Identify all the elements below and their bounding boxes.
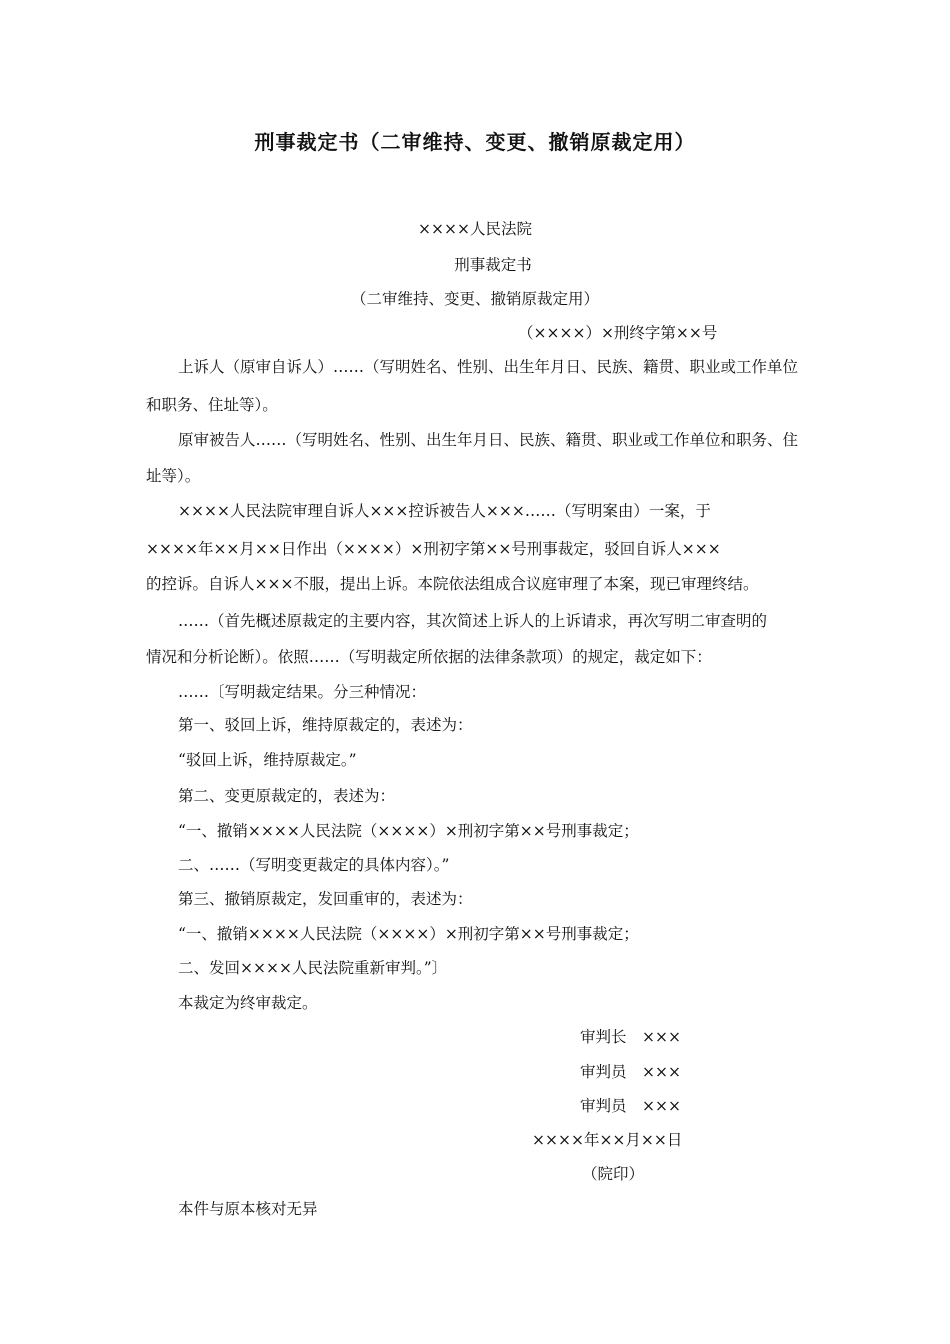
reason-line-2: 情况和分析论断）。依照……（写明裁定所依据的法律条款项）的规定，裁定如下：	[146, 648, 712, 666]
case-1-intro: 第一、驳回上诉，维持原裁定的，表述为：	[178, 716, 473, 734]
case-2-intro: 第二、变更原裁定的，表述为：	[178, 787, 396, 805]
appellant-line-1: 上诉人（原审自诉人）……（写明姓名、性别、出生年月日、民族、籍贯、职业或工作单位	[178, 358, 799, 376]
result-intro: ……〔写明裁定结果。分三种情况：	[178, 683, 427, 701]
signature-judge-2: 审判员 ×××	[580, 1097, 681, 1115]
verification-note: 本件与原本核对无异	[178, 1200, 318, 1218]
signature-judge-1: 审判员 ×××	[580, 1063, 681, 1081]
court-name: ××××人民法院	[418, 220, 532, 238]
case-3-text-1: “一、撤销××××人民法院（××××）×刑初字第××号刑事裁定；	[178, 925, 639, 943]
case-2-text-1: “一、撤销××××人民法院（××××）×刑初字第××号刑事裁定；	[178, 822, 639, 840]
facts-line-2: ××××年××月××日作出（××××）×刑初字第××号刑事裁定，驳回自诉人×××	[146, 540, 721, 558]
appellant-line-2: 和职务、住址等）。	[146, 396, 278, 414]
defendant-line-1: 原审被告人……（写明姓名、性别、出生年月日、民族、籍贯、职业或工作单位和职务、住	[178, 431, 799, 449]
document-title: 刑事裁定书（二审维持、变更、撤销原裁定用）	[254, 130, 696, 154]
facts-line-1: ××××人民法院审理自诉人×××控诉被告人×××……（写明案由）一案，于	[178, 502, 711, 520]
case-3-intro: 第三、撤销原裁定，发回重审的，表述为：	[178, 890, 473, 908]
signature-presiding-judge: 审判长 ×××	[580, 1028, 681, 1046]
document-date: ××××年××月××日	[532, 1131, 683, 1149]
final-note: 本裁定为终审裁定。	[178, 994, 318, 1012]
court-seal: （院印）	[582, 1165, 645, 1183]
case-1-text: “驳回上诉，维持原裁定。”	[178, 751, 357, 769]
case-number: （××××）×刑终字第××号	[518, 324, 718, 342]
case-2-text-2: 二、……（写明变更裁定的具体内容）。”	[178, 856, 450, 874]
defendant-line-2: 址等）。	[146, 467, 201, 485]
document-subtype: （二审维持、变更、撤销原裁定用）	[350, 290, 599, 308]
case-3-text-2: 二、发回××××人民法院重新审判。”〕	[178, 959, 448, 977]
reason-line-1: ……（首先概述原裁定的主要内容，其次简述上诉人的上诉请求，再次写明二审查明的	[178, 612, 768, 630]
document-type: 刑事裁定书	[454, 256, 532, 274]
facts-line-3: 的控诉。自诉人×××不服，提出上诉。本院依法组成合议庭审理了本案，现已审理终结。	[146, 575, 759, 593]
